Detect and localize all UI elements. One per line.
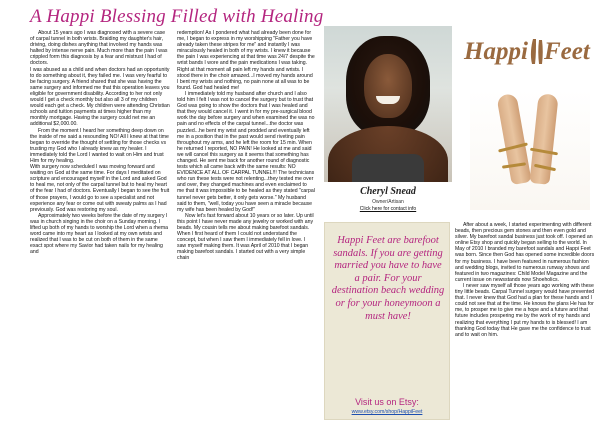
article-headline: A Happi Blessing Filled with Healing [30, 6, 324, 27]
etsy-visit-label: Visit us on Etsy: [355, 397, 419, 407]
paragraph: Approximately two weeks before the date of my surgery I was in church singing in the choir on a Sunday morning. I lifted up both of my hands to worship the Lord when a rhema word came into my heart as I looked at my own wrists and realized that I was to be cut on both of them in the same exact spot where my Savior had taken nails for my healing and [30, 212, 169, 256]
owner-photo [324, 26, 452, 182]
logo-word-feet: Feet [544, 38, 590, 65]
promo-text: Happi Feet are barefoot sandals. If you are getting married you have to have a pair. For your destination beach wedding or for your honeymoon a must have! [331, 235, 445, 322]
paragraph: redemption! As I pondered what had already been done for me, I began to express in my worshipping "Father you have already taken these stripes for me" and instantly I was miraculously healed in both of my wrists. I knew it because the pain I was experiencing at that time was 24/7 despite the wrist bands I wore and the pain medications I was taking. Right at that moment all pain left my hands and wrists. I stood there in the choir amazed...I moved my hands around I bent my wrists and nothing, no pain none at all was to be found. God had healed me! [177, 30, 315, 91]
paragraph: I never saw myself all those years ago working with these tiny little beads. Carpal Tunnel surgery would have prevented that. I never knew that God had a plan for these hands and I could not see that at the time. He knows the plans He has for me, to prosper me to give me a hope and a future and that future includes prospering me by the work of my hands and realizing that everything I put my hands to is blessed! I am thanking God today that He gave me the confidence to trust and to wait on him. [455, 282, 595, 338]
etsy-shop-link[interactable]: www.etsy.com/shop/HappiFeet [351, 409, 423, 415]
promo-box [324, 222, 450, 420]
sandal-legs-image [470, 90, 590, 210]
article-column-1 [30, 30, 170, 422]
owner-role: Owner/Artisan [372, 199, 404, 205]
paragraph: With surgery now scheduled I was moving forward and waiting on God at the same time. For days I meditated on scripture and encouraged myself in the Lord and asked God to heal me, not only of the carpal tunnel but to heal my heart of the fear I had of doctors. Eventually I began to see the fruit of those prayers, I would go to see a specialist and not experience any fear or come out with sweaty palms as I had previously. God was restoring my soul. [30, 164, 170, 213]
contact-link[interactable]: Click here for contact info [359, 206, 417, 212]
paragraph: From the moment I heard her something deep down on the inside of me said a resounding NO! All I knew at that time began to override the thought of settling for those checks vs trusting my God who I already knew as my healer. I immediately told the Lord I wanted to wait on Him and trust Him for my healing. [30, 127, 169, 164]
owner-name: Cheryl Snead [360, 186, 416, 197]
profile-caption [324, 186, 452, 212]
paragraph: I was abused as a child and when doctors had an opportunity to do something about it, they failed me. I was very fearful to be facing surgery. A friend shared that she was having the same surgery and informed me that this operation leaves you eligible for government disability. According to her not only would I get a check monthly but also all 3 of my children would each get a check. My children were attending Christian schools and tuition payments at times higher than my monthly mortgage. Having the surgery could net me an additional $2,000.00. [30, 66, 170, 128]
logo-word-happi: Happi [464, 38, 528, 65]
paragraph: About 15 years ago I was diagnosed with a severe case of carpal tunnel in both wrists. Braiding my daughter's hair, driving, doing dishes anything that involved my hands was halted by intense nerve pain. Much more than the pain I was crippled form this diagnosis by a fear and mistrust I had of doctors. [30, 30, 168, 67]
happi-feet-logo [462, 30, 594, 80]
paragraph: Now let's fast forward about 10 years or so later. Up until this point I have never made any jewelry or worked with any beads. My cousin tells me about making barefoot sandals. When I first heard of them I could not understand the concept, but when I saw them I immediately fell in love. I saw myself making them. It was April of 2010 that I began making barefoot sandals. I started out with a very simple chain [177, 212, 314, 262]
paragraph: After about a week, I started experimenting with different beads, then precious gem stones and then even gold and silver. My barefoot sandal business just took off. I opened an online Etsy shop and quickly began selling to the world. In May of 2010 I branded my barefoot sandals and Happi Feet was born. Since then God has opened some incredible doors for my business. I have been featured in numerous fashion and wedding blogs, invited to numerous runway shows and featured in two magazines: Child Model Magazine and the current issue on newsstands now Shoeholics. [455, 222, 595, 283]
paragraph: I immediately told my husband after church and I also told him I felt I was not to cancel the surgery but to trust that God was going to show the doctors that I was healed and that they would cancel it. I went in for my pre-surgical blood work the day before surgery and when examined the was no pain and no effects of the carpal tunnel...the doctor was puzzled...he bent my wrist and prodded and eventually left me in a position that in the past would send riveting pain throughout my arms, and he left the room for 15 min. When he returned I reported, NO PAIN! He looked at me and said we will cancel this surgery as it seems that something has changed. He sent me back for another round of diagnostic tests which all came back with the same results: NO EVIDENCE AT ALL OF CARPAL TUNNEL!!! The technicians who run these tests were not relenting...they tested me over and over, they changed machines and even exclaimed to me that it was impossible to be healed as they stated "carpal tunnel never gets better, it only gets worse." My husband said to them, "well, today you have seen a miracle because my wife has been healed by God!" [177, 90, 315, 213]
article-column-3 [455, 222, 595, 422]
article-column-2 [177, 30, 315, 422]
